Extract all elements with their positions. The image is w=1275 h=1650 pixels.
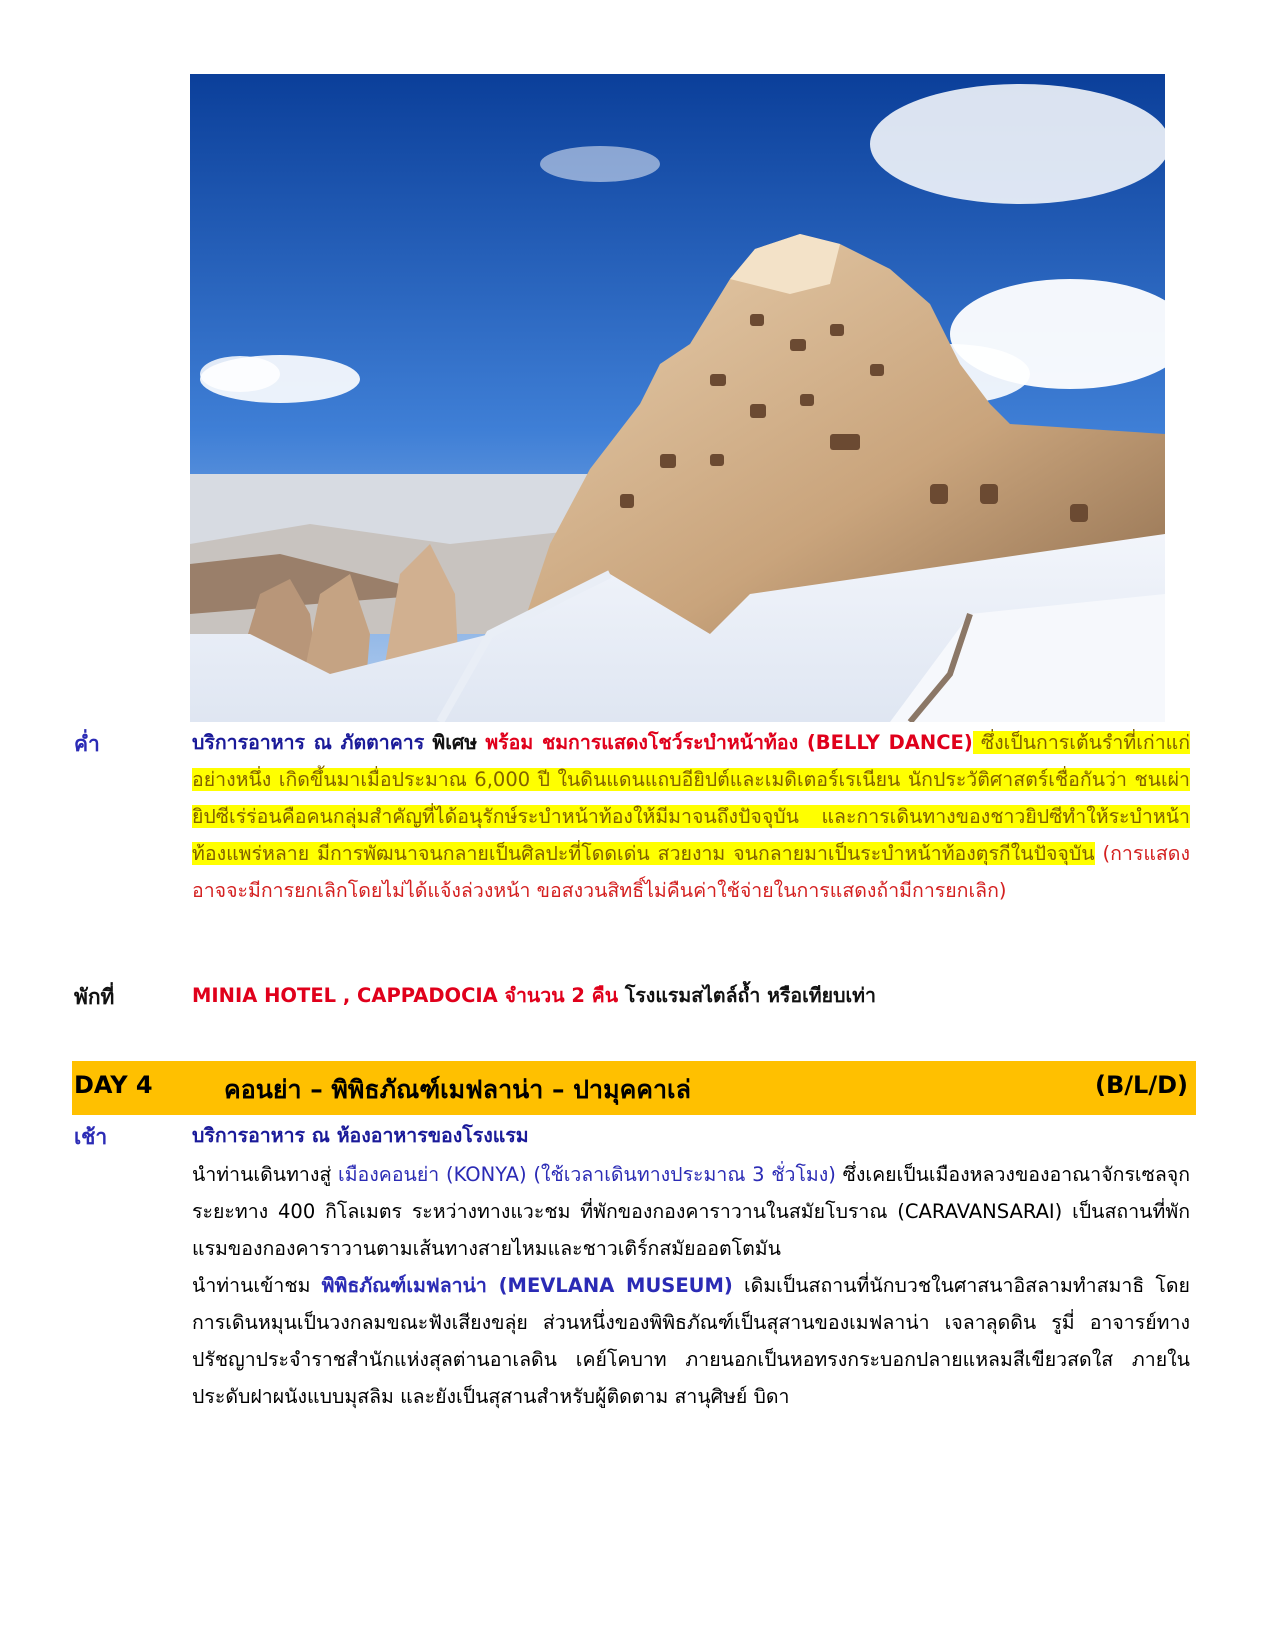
stay-line [192, 980, 876, 1011]
day-title: คอนย่า – พิพิธภัณฑ์เมฟลาน่า – ปามุคคาเล่ [224, 1075, 691, 1104]
mevlana-museum: พิพิธภัณฑ์เมฟลาน่า (MEVLANA MUSEUM) [321, 1274, 733, 1297]
day-number: DAY 4 [74, 1071, 153, 1099]
dinner-special: พิเศษ [432, 731, 478, 754]
stay-label: พักที่ [74, 985, 115, 1009]
belly-dance-description: ซึ่งเป็นการเต้นรำที่เก่าแก่อย่างหนึ่ง เกิดขึ้นมาเมื่อประมาณ 6,000 ปี ในดินแดนแถบอียิปต์และเมดิเตอร์เรเนียน นักประวัติศาสตร์เชื่อกันว่า ชนเผ่ายิปซีเร่ร่อนคือคนกลุ่มสำคัญที่ได้อนุรักษ์ระบำหน้าท้องให้มีมาจนถึงปัจจุบัน และการเดินทางของชาวยิปซีทำให้ระบำหน้าท้องแพร่หลาย มีการพัฒนาจนกลายเป็นศิลปะที่โดดเด่น สวยงาม จนกลายมาเป็นระบำหน้าท้องตุรกีในปัจจุบัน [192, 731, 1191, 865]
dinner-service: บริการอาหาร ณ ภัตตาคาร [192, 731, 425, 754]
travel-time: (ใช้เวลาเดินทางประมาณ 3 ชั่วโมง) [526, 1163, 836, 1186]
mevlana-paragraph: นำท่านเข้าชม พิพิธภัณฑ์เมฟลาน่า (MEVLANA MUSEUM) เดิมเป็นสถานที่นักบวชในศาสนาอิสลามทำสมาธิ โดยการเดินหมุนเป็นวงกลมขณะฟังเสียงขลุ่ย ส่วนหนึ่งของพิพิธภัณฑ์เป็นสุสานของเมฟลาน่า เจลาลุดดิน รูมี่ อาจารย์ทางปรัชญาประจำราชสำนักแห่งสุลต่านอาเลดิน เคย์โคบาท ภายนอกเป็นหอทรงกระบอกปลายแหลมสีเขียวสดใส ภายในประดับฝาผนังแบบมุสลิม และยังเป็นสุสานสำหรับผู้ติดตาม สานุศิษย์ บิดา [192, 1274, 1190, 1408]
konya-paragraph: นำท่านเดินทางสู่ เมืองคอนย่า (KONYA) (ใช้เวลาเดินทางประมาณ 3 ชั่วโมง) ซึ่งเคยเป็นเมืองหลวงของอาณาจักรเซลจุก ระยะทาง 400 กิโลเมตร ระหว่างทางแวะชม ที่พักของกองคาราวานในสมัยโบราณ (CARAVANSARAI) เป็นสถานที่พักแรมของกองคาราวานตามเส้นทางสายไหมและชาวเติร์กสมัยออตโตมัน [192, 1163, 1190, 1260]
morning-label: เช้า [74, 1125, 108, 1149]
breakfast-service: บริการอาหาร ณ ห้องอาหารของโรงแรม [192, 1124, 529, 1147]
dinner-paragraph [192, 724, 1190, 909]
day-meals: (B/L/D) [1095, 1071, 1188, 1099]
hotel-name: MINIA HOTEL , CAPPADOCIA จำนวน 2 คืน [192, 984, 619, 1007]
cancellation-note: (การแสดงอาจจะมีการยกเลิกโดยไม่ได้แจ้งล่วงหน้า ขอสงวนสิทธิ์ไม่คืนค่าใช้จ่ายในการแสดงถ้ามีการยกเลิก) [192, 842, 1190, 902]
belly-dance-show: พร้อม ชมการแสดงโชว์ระบำหน้าท้อง (BELLY DANCE) [485, 731, 973, 754]
konya-city: เมืองคอนย่า (KONYA) [338, 1163, 527, 1186]
day-4-header [72, 1061, 1196, 1115]
uchisar-castle-photo [190, 74, 1165, 722]
hotel-type: โรงแรมสไตล์ถ้ำ หรือเทียบเท่า [618, 984, 876, 1007]
dinner-label: ค่ำ [74, 732, 100, 756]
